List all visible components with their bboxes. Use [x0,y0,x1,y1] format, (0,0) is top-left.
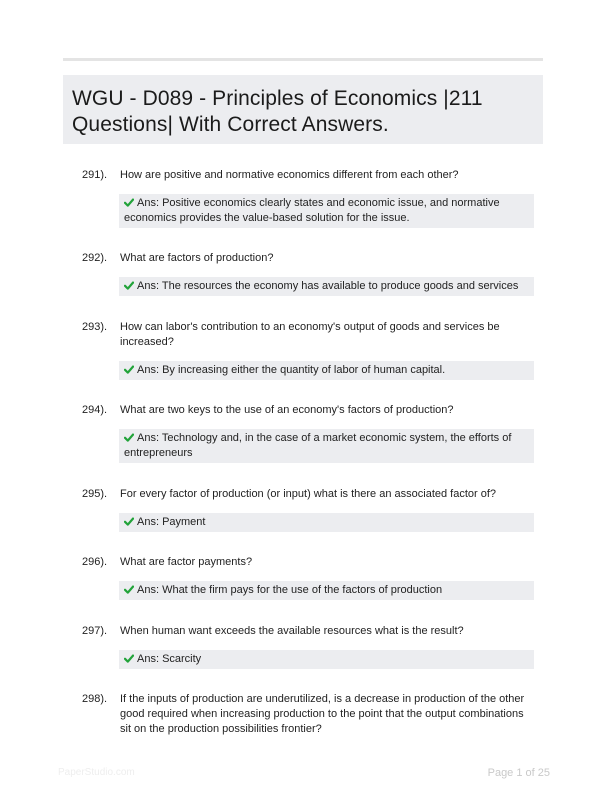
document-title: WGU - D089 - Principles of Economics |211 Questions| With Correct Answers. [72,87,483,136]
question-number: 293). [82,321,108,333]
answer-box [119,581,534,600]
answer-box [119,277,534,296]
answer-box [119,194,534,228]
question-text: If the inputs of production are underutilized, is a decrease in production of the other good required when increasing production to the point that the output combinations sit on the production possibilities frontier? [120,693,525,736]
check-icon [124,433,134,442]
answer-box [119,650,534,669]
question-text: What are factors of production? [120,252,274,264]
answer-text: Ans: The resources the economy has available to produce goods and services [137,280,519,292]
title-banner [63,75,543,144]
page-indicator: Page 1 of 25 [487,767,550,779]
question-number: 296). [82,556,108,568]
question-number: 294). [82,404,108,416]
answer-text: Ans: Payment [137,516,206,528]
top-divider [63,58,543,61]
question-text: How can labor's contribution to an economy's output of goods and services be increased? [120,321,500,349]
question-text: When human want exceeds the available resources what is the result? [120,625,464,637]
check-icon [124,517,134,526]
question-number: 297). [82,625,108,637]
question-text: How are positive and normative economics different from each other? [120,169,459,181]
question-number: 298). [82,693,108,705]
answer-text: Ans: What the firm pays for the use of the factors of production [137,584,443,596]
footer-watermark: PaperStudio.com [58,767,135,778]
answer-text: Ans: Technology and, in the case of a market economic system, the efforts of entrepreneurs [124,432,512,460]
question-number: 291). [82,169,108,181]
check-icon [124,365,134,374]
question-text: For every factor of production (or input) what is there an associated factor of? [120,488,497,500]
question-text: What are two keys to the use of an economy's factors of production? [120,404,454,416]
question-number: 295). [82,488,108,500]
question-number: 292). [82,252,108,264]
answer-text: Ans: Positive economics clearly states and economic issue, and normative economics provides the value-based solution for the issue. [124,197,500,225]
question-text: What are factor payments? [120,556,253,568]
answer-text: Ans: By increasing either the quantity of labor of human capital. [137,364,446,376]
answer-box [119,513,534,532]
answer-box [119,429,534,463]
check-icon [124,281,134,290]
check-icon [124,585,134,594]
answer-text: Ans: Scarcity [137,653,202,665]
answer-box [119,361,534,380]
check-icon [124,198,134,207]
check-icon [124,654,134,663]
